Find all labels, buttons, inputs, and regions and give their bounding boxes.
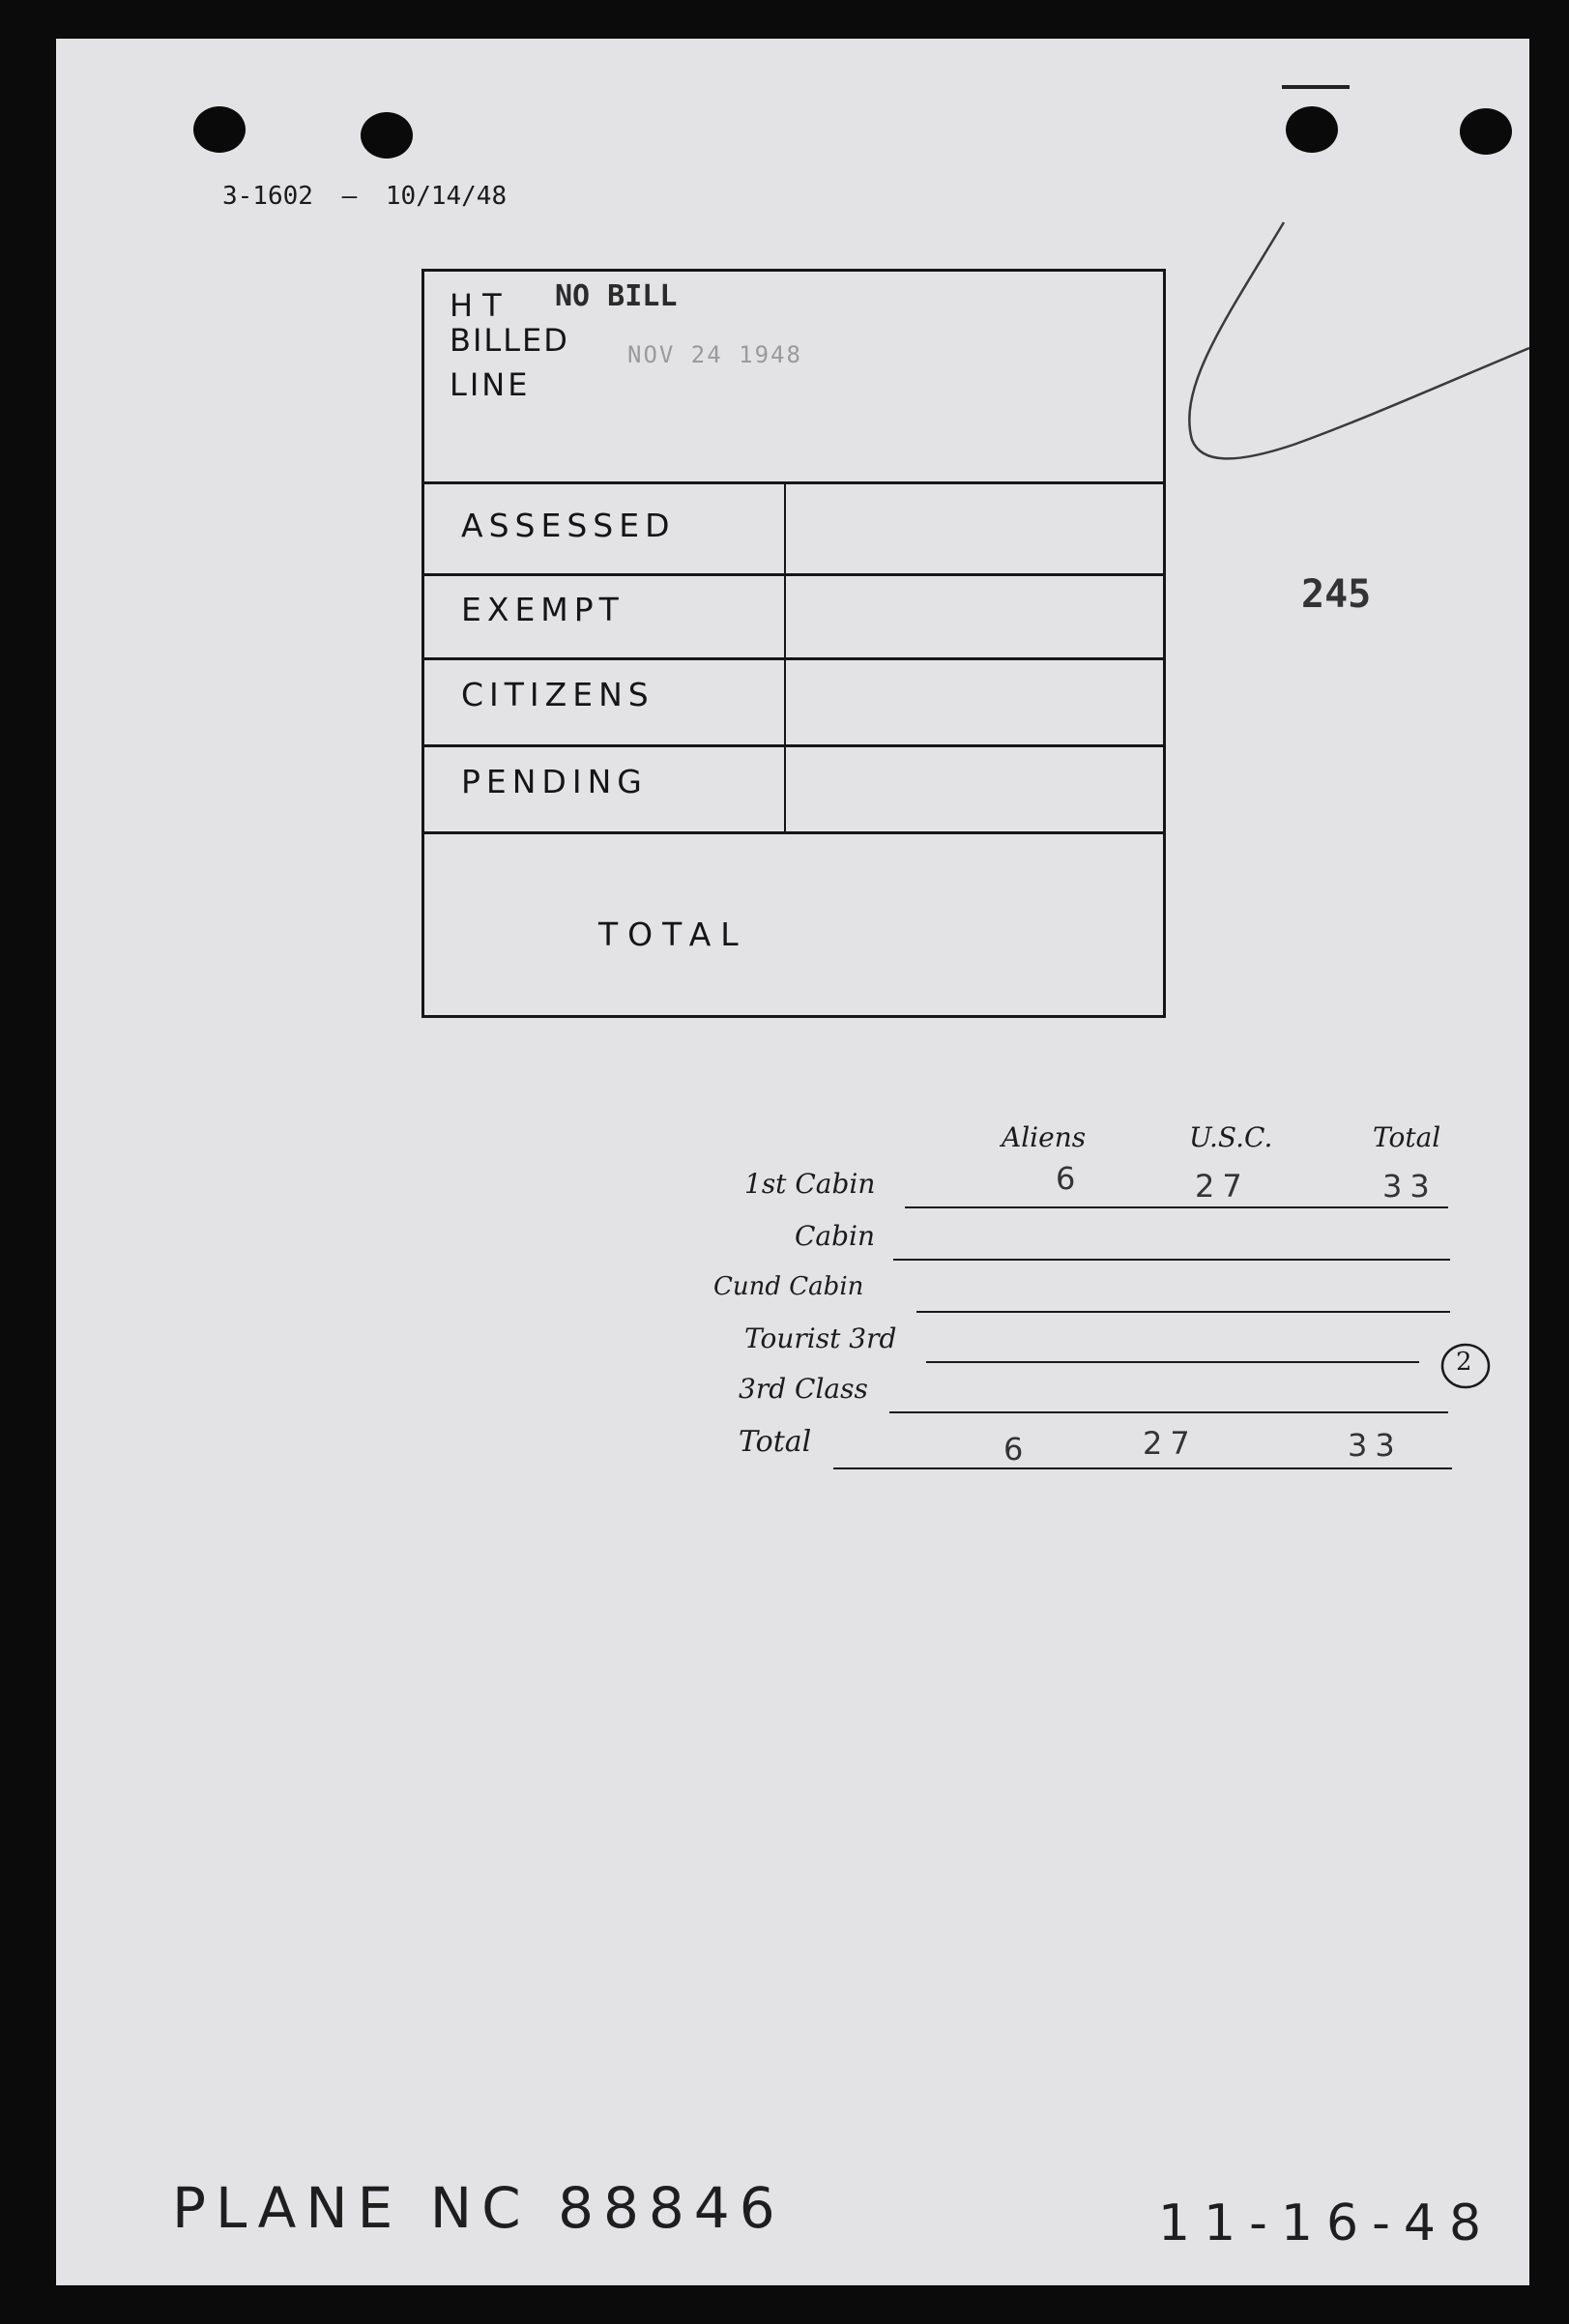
billing-form [421, 269, 1166, 1018]
column-header-aliens: Aliens [1002, 1121, 1087, 1153]
tally-row-label: Tourist 3rd [744, 1322, 897, 1354]
tally-total-aliens: 6 [1003, 1431, 1031, 1467]
row-label-pending: PENDING [461, 763, 648, 800]
no-bill-stamp: NO BILL [555, 279, 678, 313]
form-divider-4 [424, 744, 1163, 747]
column-header-total: Total [1373, 1121, 1441, 1153]
tally-row-label: 1st Cabin [744, 1168, 876, 1200]
top-mark [1282, 85, 1350, 89]
form-divider-5 [424, 831, 1163, 834]
tally-row-line [893, 1259, 1450, 1261]
column-header-usc: U.S.C. [1189, 1121, 1273, 1153]
tally-row-label: Cund Cabin [713, 1272, 864, 1301]
form-divider-3 [424, 657, 1163, 660]
tally-total-label: Total [739, 1425, 812, 1459]
tally-row-aliens: 6 [1056, 1160, 1084, 1197]
circled-mark-value: 2 [1456, 1348, 1472, 1377]
footer-date: 11-16-48 [1158, 2194, 1496, 2252]
tally-row-usc: 27 [1195, 1168, 1250, 1205]
form-divider-2 [424, 573, 1163, 576]
row-label-assessed: ASSESSED [461, 507, 676, 544]
form-column-divider [784, 481, 786, 831]
file-reference [222, 182, 507, 211]
tally-row-total: 33 [1382, 1168, 1438, 1205]
tally-row-line [905, 1206, 1448, 1208]
pencil-curve [1168, 184, 1529, 512]
tally-row-line [926, 1361, 1419, 1363]
file-number: 3-1602 [222, 182, 313, 211]
tally-row-label: 3rd Class [739, 1373, 868, 1405]
form-title-billed: BILLED [450, 322, 569, 359]
form-title-line: LINE [450, 366, 531, 403]
tally-total-usc: 27 [1143, 1425, 1198, 1462]
punch-hole-1 [193, 106, 246, 153]
punch-hole-4 [1460, 108, 1512, 155]
tally-row-label: Cabin [795, 1220, 876, 1252]
form-title-ht: HT [450, 287, 511, 324]
date-stamp: NOV 24 1948 [627, 341, 802, 368]
tally-total-line [833, 1467, 1452, 1469]
tally-row-line [916, 1311, 1450, 1313]
row-label-exempt: EXEMPT [461, 591, 625, 628]
document-page [56, 39, 1529, 2285]
punch-hole-3 [1286, 106, 1338, 153]
plane-registration: PLANE NC 88846 [172, 2175, 785, 2241]
row-label-citizens: CITIZENS [461, 676, 654, 713]
file-date: 10/14/48 [385, 182, 508, 211]
tally-row-line [889, 1411, 1448, 1413]
tally-total-total: 33 [1348, 1427, 1403, 1464]
header-dash: — [341, 182, 358, 211]
form-divider-1 [424, 481, 1163, 484]
punch-hole-2 [361, 112, 413, 159]
margin-number: 245 [1301, 572, 1372, 617]
row-label-total: TOTAL [598, 915, 748, 953]
